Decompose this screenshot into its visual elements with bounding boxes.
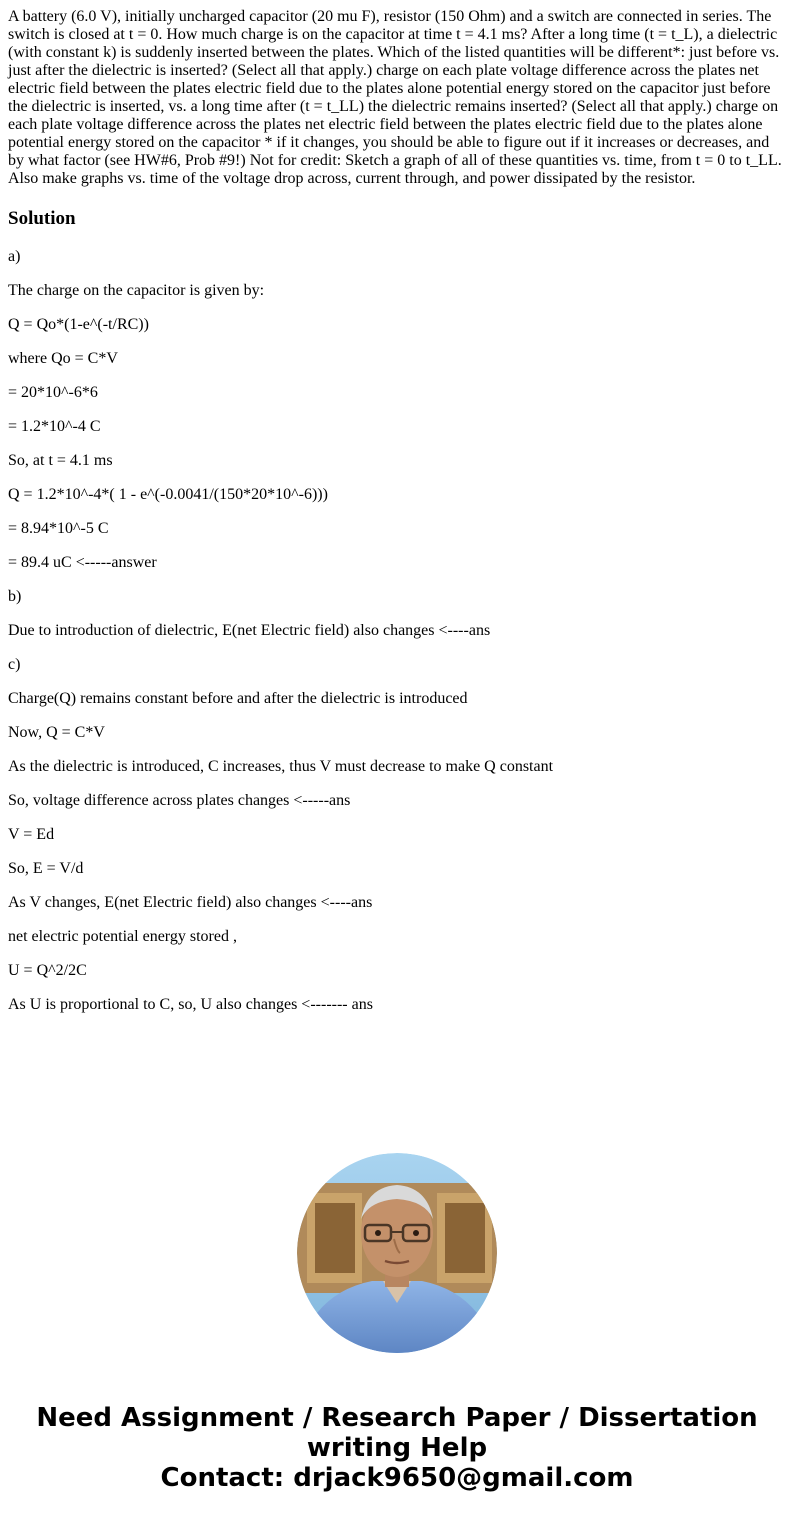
solution-line: So, E = V/d — [8, 860, 84, 877]
author-portrait-icon — [297, 1153, 497, 1353]
solution-line: So, voltage difference across plates changes <-----ans — [8, 792, 351, 809]
solution-line: As U is proportional to C, so, U also changes <------- ans — [8, 996, 373, 1013]
question-text: A battery (6.0 V), initially uncharged capacitor (20 mu F), resistor (150 Ohm) and a switch are connected in series. The switch is closed at t = 0. How much charge is on the capacitor at time t = 4.1 ms? After a long time (t = t_L), a dielectric (with constant k) is suddenly inserted between the plates. Which of the listed quantities will be different*: just before vs. just after the dielectric is inserted? (Select all that apply.) charge on each plate voltage difference across the plates net electric field between the plates electric field due to the plates alone potential energy stored on the capacitor just before the dielectric is inserted, vs. a long time after (t = t_LL) the dielectric remains inserted? (Select all that apply.) charge on each plate voltage difference across the plates net electric field between the plates electric field due to the plates alone potential energy stored on the capacitor * if it changes, you should be able to figure out if it increases or decreases, and by what factor (see HW#6, Prob #9!) Not for credit: Sketch a graph of all of these quantities vs. time, from t = 0 to t_LL. Also make graphs vs. time of the voltage drop across, current through, and power dissipated by the resistor. — [8, 8, 782, 187]
solution-line: c) — [8, 656, 21, 673]
solution-heading: Solution — [8, 208, 76, 229]
solution-line: Q = 1.2*10^-4*( 1 - e^(-0.0041/(150*20*10^-6))) — [8, 486, 328, 503]
footer-contact: Contact: drjack9650@gmail.com — [160, 1463, 634, 1493]
solution-line: = 8.94*10^-5 C — [8, 520, 109, 537]
footer-line: writing Help — [306, 1433, 488, 1463]
footer-line: Need Assignment / Research Paper / Dissertation — [36, 1403, 758, 1433]
author-photo — [297, 1153, 497, 1353]
solution-line: where Qo = C*V — [8, 350, 118, 367]
solution-line: So, at t = 4.1 ms — [8, 452, 113, 469]
solution-line: Q = Qo*(1-e^(-t/RC)) — [8, 316, 149, 333]
solution-line: Due to introduction of dielectric, E(net Electric field) also changes <----ans — [8, 622, 491, 639]
solution-line: V = Ed — [8, 826, 55, 843]
promo-footer — [0, 1403, 794, 1493]
solution-line: Now, Q = C*V — [8, 724, 105, 741]
solution-line: Charge(Q) remains constant before and after the dielectric is introduced — [8, 690, 468, 707]
solution-line: U = Q^2/2C — [8, 962, 87, 979]
solution-line: = 1.2*10^-4 C — [8, 418, 101, 435]
solution-line: net electric potential energy stored , — [8, 928, 237, 945]
solution-line: As the dielectric is introduced, C increases, thus V must decrease to make Q constant — [8, 758, 554, 775]
solution-line: As V changes, E(net Electric field) also changes <----ans — [8, 894, 373, 911]
solution-line: = 89.4 uC <-----answer — [8, 554, 157, 571]
solution-body — [8, 248, 786, 1014]
solution-line: The charge on the capacitor is given by: — [8, 282, 265, 299]
solution-line: b) — [8, 588, 22, 605]
solution-line: = 20*10^-6*6 — [8, 384, 98, 401]
solution-line: a) — [8, 248, 21, 265]
